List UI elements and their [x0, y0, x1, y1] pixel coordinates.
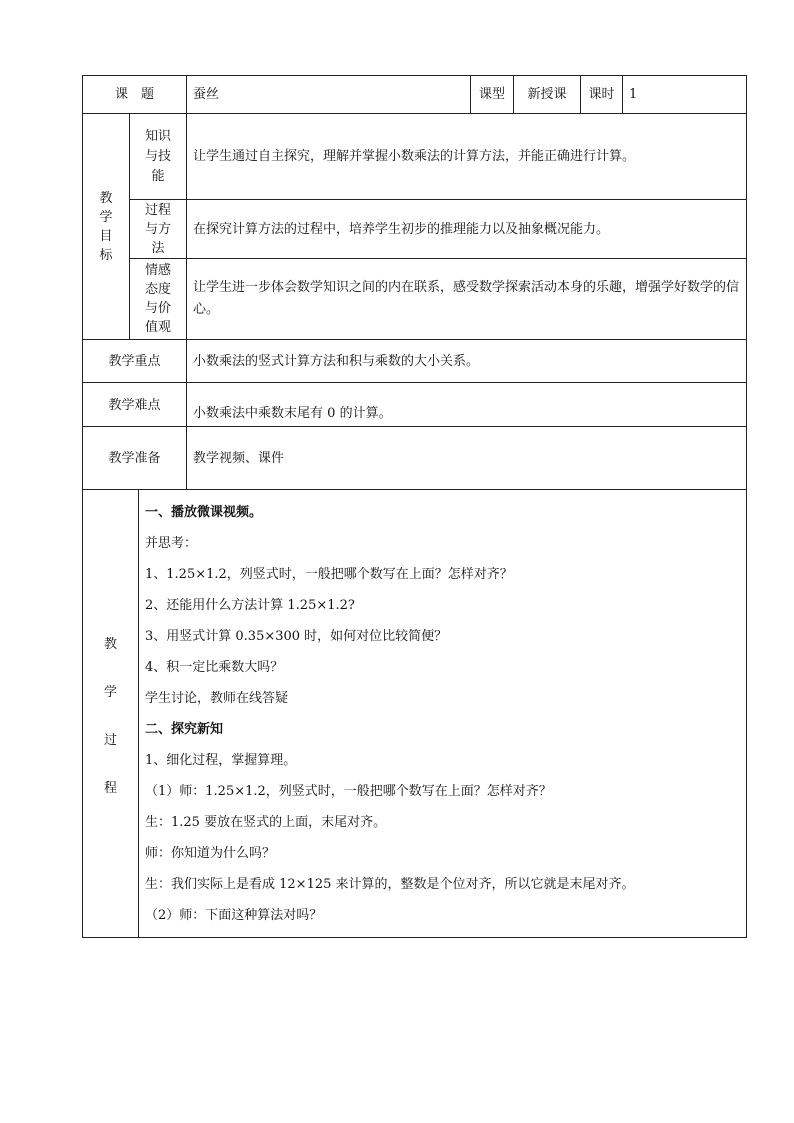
- objective-row: [83, 200, 747, 259]
- objectives-group-label: [83, 114, 130, 340]
- dialogue-line: 生：1.25 要放在竖式的上面，末尾对齐。: [145, 814, 387, 830]
- process-line: 1、细化过程，掌握算理。: [145, 752, 297, 768]
- process-label: [83, 490, 139, 938]
- process-label-char: 学: [103, 684, 117, 700]
- question-line: 4、积一定比乘数大吗？: [145, 659, 284, 675]
- objectives-label-char: 目: [99, 228, 113, 244]
- dialogue-line: 师：你知道为什么吗？: [145, 845, 276, 861]
- dialogue-line: 生：我们实际上是看成 12×125 来计算的，整数是个位对齐，所以它就是末尾对齐。: [145, 876, 635, 892]
- process-label-char: 教: [103, 636, 117, 652]
- difficulty-content: 小数乘法中乘数末尾有 0 的计算。: [187, 383, 747, 427]
- label-part: 态度: [145, 282, 172, 297]
- section-heading: 二、探究新知: [145, 721, 224, 737]
- class-hours-label: 课时: [581, 76, 623, 114]
- key-point-row: [83, 340, 747, 383]
- preparation-label: 教学准备: [83, 427, 187, 490]
- label-part: 值观: [145, 320, 172, 335]
- difficulty-label: 教学难点: [83, 383, 187, 427]
- preparation-row: [83, 427, 747, 490]
- question-line: 3、用竖式计算 0.35×300 时，如何对位比较简便？: [145, 628, 448, 644]
- label-part: 与方: [145, 221, 172, 237]
- label-part: 知识: [145, 128, 172, 144]
- preparation-content: 教学视频、课件: [187, 427, 747, 490]
- topic-value: 蚕丝: [187, 76, 471, 114]
- process-label-char: 程: [103, 780, 117, 796]
- objective-row: [83, 259, 747, 340]
- objective-attitude-label: [130, 259, 187, 340]
- label-part: 与价: [145, 301, 172, 316]
- objectives-label-char: 学: [99, 209, 113, 225]
- label-part: 与技: [145, 148, 172, 164]
- objective-row: [83, 114, 747, 200]
- process-label-char: 过: [103, 732, 117, 748]
- lesson-plan-table: [82, 75, 747, 938]
- section-heading: 一、播放微课视频。: [145, 504, 263, 520]
- objectives-label-char: 教: [99, 190, 113, 206]
- dialogue-line: （1）师：1.25×1.2，列竖式时，一般把哪个数写在上面？怎样对齐？: [145, 783, 552, 799]
- process-row: [83, 490, 747, 938]
- lesson-type-label: 课型: [471, 76, 514, 114]
- objective-knowledge-content: 让学生通过自主探究，理解并掌握小数乘法的计算方法，并能正确进行计算。: [187, 114, 747, 200]
- header-row: [83, 76, 747, 114]
- objective-attitude-content: 让学生进一步体会数学知识之间的内在联系，感受数学探索活动本身的乐趣，增强学好数学的信心。: [187, 259, 747, 340]
- objective-knowledge-label: [130, 114, 187, 200]
- class-hours-value: 1: [623, 76, 747, 114]
- process-content: [139, 490, 747, 938]
- lesson-type-value: 新授课: [514, 76, 581, 114]
- key-point-content: 小数乘法的竖式计算方法和积与乘数的大小关系。: [187, 340, 747, 383]
- label-part: 能: [151, 168, 165, 184]
- process-line: 学生讨论，教师在线答疑: [145, 690, 289, 706]
- question-line: 2、还能用什么方法计算 1.25×1.2?: [145, 597, 355, 613]
- objective-process-content: 在探究计算方法的过程中，培养学生初步的推理能力以及抽象概况能力。: [187, 200, 747, 259]
- label-part: 情感: [145, 263, 172, 278]
- dialogue-line: （2）师：下面这种算法对吗？: [145, 907, 323, 923]
- difficulty-row: [83, 383, 747, 427]
- objective-process-label: [130, 200, 187, 259]
- process-line: 并思考：: [145, 535, 198, 551]
- topic-label: 课 题: [83, 76, 187, 114]
- key-point-label: 教学重点: [83, 340, 187, 383]
- label-part: 法: [151, 240, 165, 256]
- label-part: 过程: [145, 202, 172, 218]
- question-line: 1、1.25×1.2，列竖式时，一般把哪个数写在上面？怎样对齐？: [145, 566, 513, 582]
- objectives-label-char: 标: [99, 247, 113, 263]
